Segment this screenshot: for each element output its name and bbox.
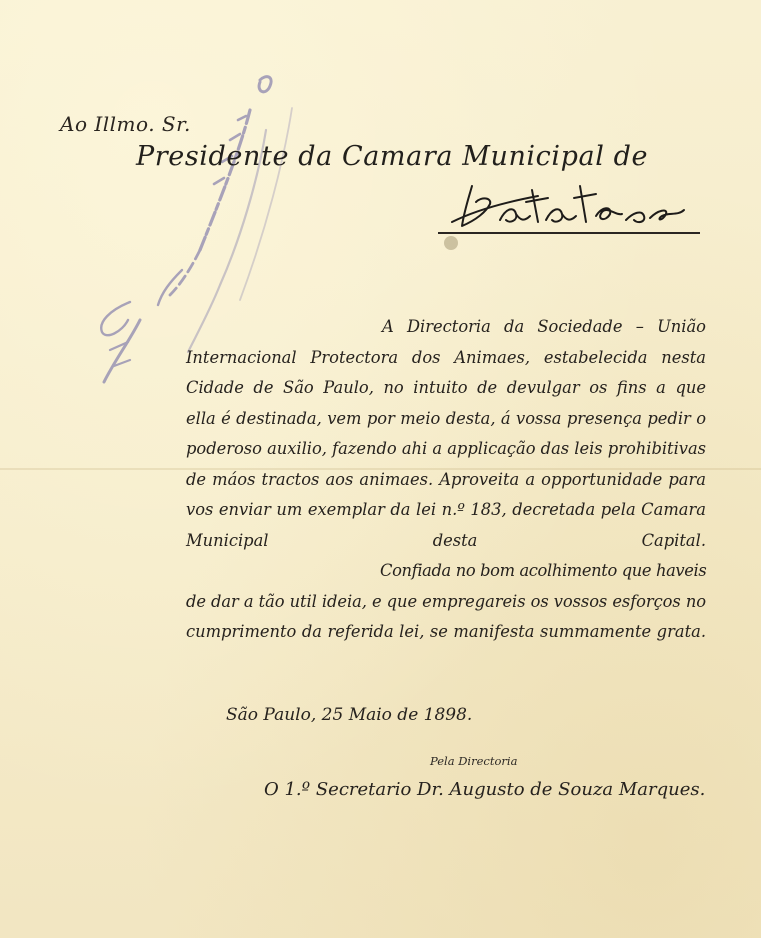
body-line: Confiada no bom acolhimento que haveis	[380, 561, 707, 580]
letter-body	[186, 312, 706, 648]
paragraph-2	[186, 556, 706, 648]
body-line: A Directoria da Sociedade – União	[382, 317, 706, 336]
signatory: O 1.º Secretario Dr. Augusto de Souza Marques.	[264, 779, 706, 800]
letter-date: São Paulo, 25 Maio de 1898.	[226, 705, 473, 725]
salutation: Ao Illmo. Sr.	[60, 112, 191, 136]
body-line: de dar a tão util ideia, e que empregareis os vossos esforços no	[186, 591, 706, 611]
body-line: vos enviar um exemplar da lei n.º 183, decretada pela Camara	[186, 500, 706, 519]
ink-blot	[444, 236, 458, 250]
body-line: Municipal desta Capital.	[186, 530, 706, 550]
body-line: cumprimento da referida lei, se manifesta summamente grata.	[186, 622, 706, 641]
body-line: de máos tractos aos animaes. Aproveita a opportunidade para	[186, 469, 706, 489]
paragraph-1	[186, 312, 706, 556]
body-line: ella é destinada, vem por meio desta, á vossa presença pedir o	[186, 408, 706, 428]
handwritten-city-name	[446, 176, 696, 236]
addressee-title: Presidente da Camara Municipal de	[136, 141, 649, 172]
on-behalf-of: Pela Directoria	[430, 754, 518, 768]
body-line: Cidade de São Paulo, no intuito de devulgar os fins a que	[186, 378, 706, 397]
body-line: Internacional Protectora dos Animaes, estabelecida nesta	[186, 347, 706, 367]
body-line: poderoso auxilio, fazendo ahi a applicação das leis prohibitivas	[186, 439, 706, 458]
city-underline	[438, 232, 700, 234]
